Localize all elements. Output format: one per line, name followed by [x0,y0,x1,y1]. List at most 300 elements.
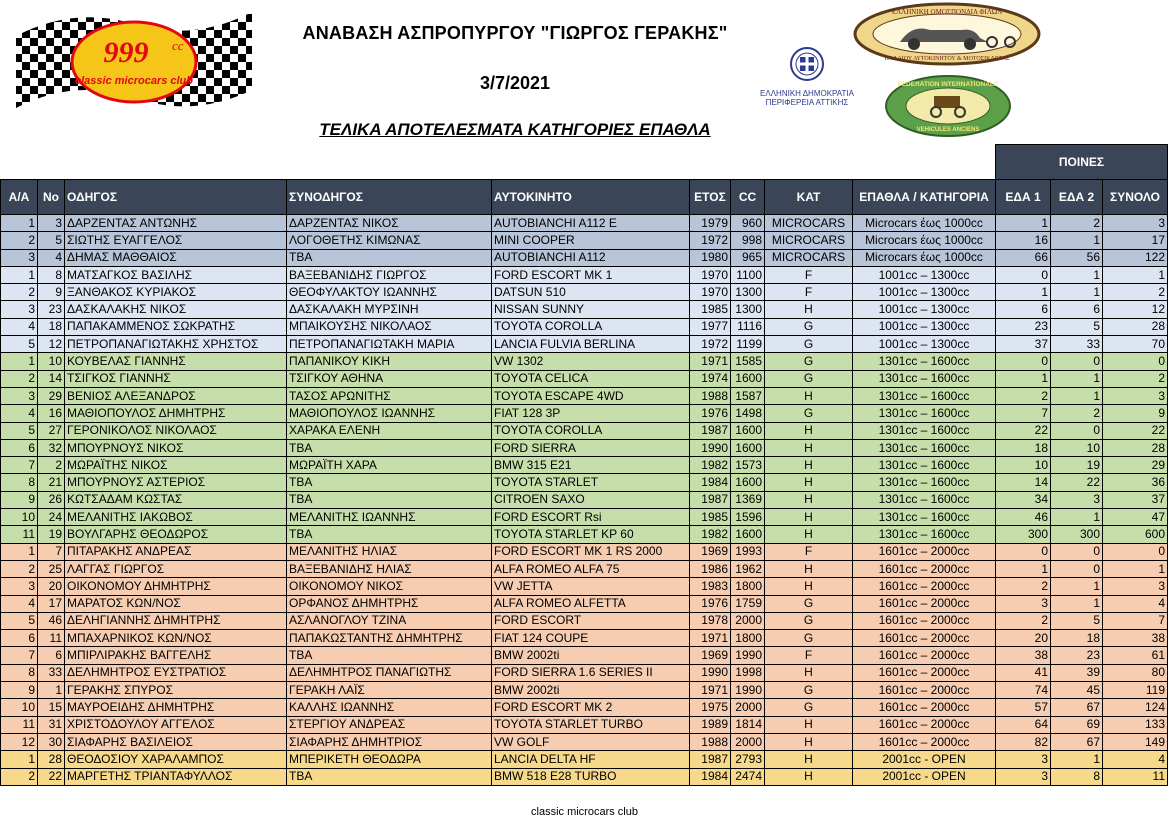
row-stage1: 74 [996,682,1051,699]
row-number: 7 [38,543,65,560]
row-codriver: ΣΙΑΦΑΡΗΣ ΔΗΜΗΤΡΙΟΣ [287,733,492,750]
row-total: 12 [1103,301,1168,318]
row-position: 11 [1,526,38,543]
row-position: 3 [1,578,38,595]
row-position: 3 [1,249,38,266]
row-car: AUTOBIANCHI A112 [492,249,690,266]
row-stage2: 69 [1051,716,1103,733]
row-category: 1301cc – 1600cc [853,422,996,439]
row-year: 1983 [690,578,731,595]
row-stage1: 0 [996,353,1051,370]
row-codriver: ΑΣΛΑΝΟΓΛΟΥ ΤΖΙΝΑ [287,612,492,629]
row-stage2: 1 [1051,509,1103,526]
row-car: FORD ESCORT Rsi [492,509,690,526]
row-number: 46 [38,612,65,629]
row-stage1: 300 [996,526,1051,543]
row-year: 1972 [690,232,731,249]
row-cc: 1587 [731,387,765,404]
row-stage2: 67 [1051,699,1103,716]
row-position: 4 [1,405,38,422]
row-year: 1970 [690,266,731,283]
row-class: MICROCARS [765,215,853,232]
row-position: 7 [1,457,38,474]
row-class: H [765,526,853,543]
row-car: BMW 315 E21 [492,457,690,474]
row-number: 32 [38,439,65,456]
table-row [1,682,1168,699]
row-number: 26 [38,491,65,508]
row-cc: 1100 [731,266,765,283]
row-stage1: 23 [996,318,1051,335]
row-class: H [765,664,853,681]
row-position: 6 [1,630,38,647]
row-number: 19 [38,526,65,543]
row-stage2: 0 [1051,353,1103,370]
col-stage1: ΕΔΑ 1 [996,180,1051,215]
row-codriver: ΤΑΣΟΣ ΑΡΩΝΙΤΗΣ [287,387,492,404]
table-row [1,457,1168,474]
row-codriver: ΤΒΑ [287,491,492,508]
row-codriver: ΔΑΡΖΕΝΤΑΣ ΝΙΚΟΣ [287,215,492,232]
results-table [0,144,1168,786]
row-position: 8 [1,664,38,681]
row-codriver: ΛΟΓΟΘΕΤΗΣ ΚΙΜΩΝΑΣ [287,232,492,249]
row-position: 4 [1,595,38,612]
row-total: 124 [1103,699,1168,716]
row-stage2: 8 [1051,768,1103,785]
row-position: 2 [1,768,38,785]
row-codriver: ΟΙΚΟΝΟΜΟΥ ΝΙΚΟΣ [287,578,492,595]
row-total: 70 [1103,336,1168,353]
row-cc: 1814 [731,716,765,733]
row-class: H [765,560,853,577]
row-cc: 1990 [731,682,765,699]
table-row [1,387,1168,404]
row-stage1: 10 [996,457,1051,474]
page-header [0,0,1169,144]
row-driver: ΓΕΡΟΝΙΚΟΛΟΣ ΝΙΚΟΛΑΟΣ [65,422,287,439]
row-codriver: ΜΑΘΙΟΠΟΥΛΟΣ ΙΩΑΝΝΗΣ [287,405,492,422]
row-year: 1974 [690,370,731,387]
row-stage1: 1 [996,370,1051,387]
row-stage1: 66 [996,249,1051,266]
row-total: 11 [1103,768,1168,785]
federation-seal-greek [852,2,1042,66]
row-year: 1975 [690,699,731,716]
row-stage1: 14 [996,474,1051,491]
row-stage2: 10 [1051,439,1103,456]
row-position: 1 [1,266,38,283]
row-class: G [765,353,853,370]
fiva-top-text: FEDERATION INTERNATIONALE [897,81,999,88]
row-category: 1001cc – 1300cc [853,301,996,318]
row-stage2: 56 [1051,249,1103,266]
row-position: 2 [1,284,38,301]
row-category: 1301cc – 1600cc [853,474,996,491]
row-position: 10 [1,509,38,526]
table-row [1,699,1168,716]
row-stage2: 3 [1051,491,1103,508]
row-car: DATSUN 510 [492,284,690,301]
row-number: 12 [38,336,65,353]
table-group-header-row [1,145,1168,180]
row-stage1: 2 [996,387,1051,404]
row-number: 21 [38,474,65,491]
row-year: 1982 [690,457,731,474]
seal-bottom-text: ΠΑΛΑΙΟΥ ΑΥΤΟΚΙΝΗΤΟΥ & ΜΟΤΟΣΙΚΛΕΤΑΣ [884,56,1010,62]
row-cc: 1573 [731,457,765,474]
row-cc: 2793 [731,751,765,768]
row-stage2: 5 [1051,612,1103,629]
table-row [1,578,1168,595]
row-total: 2 [1103,370,1168,387]
row-stage1: 82 [996,733,1051,750]
table-row [1,768,1168,785]
row-position: 1 [1,215,38,232]
row-total: 22 [1103,422,1168,439]
row-number: 27 [38,422,65,439]
row-driver: ΜΠΟΥΡΝΟΥΣ ΝΙΚΟΣ [65,439,287,456]
table-row [1,647,1168,664]
row-driver: ΣΙΑΦΑΡΗΣ ΒΑΣΙΛΕΙΟΣ [65,733,287,750]
row-driver: ΟΙΚΟΝΟΜΟΥ ΔΗΜΗΤΡΗΣ [65,578,287,595]
table-row [1,751,1168,768]
row-class: F [765,284,853,301]
row-car: TOYOTA STARLET KP 60 [492,526,690,543]
row-position: 5 [1,336,38,353]
row-number: 8 [38,266,65,283]
row-year: 1969 [690,543,731,560]
row-year: 1978 [690,612,731,629]
table-row [1,301,1168,318]
table-row [1,405,1168,422]
row-car: AUTOBIANCHI A112 E [492,215,690,232]
row-stage1: 46 [996,509,1051,526]
row-category: 1601cc – 2000cc [853,560,996,577]
table-row [1,422,1168,439]
row-stage2: 45 [1051,682,1103,699]
row-position: 12 [1,733,38,750]
row-stage2: 0 [1051,560,1103,577]
row-class: H [765,422,853,439]
row-number: 18 [38,318,65,335]
row-driver: ΔΕΛΗΓΙΑΝΝΗΣ ΔΗΜΗΤΡΗΣ [65,612,287,629]
row-position: 11 [1,716,38,733]
row-car: LANCIA DELTA HF [492,751,690,768]
row-car: FORD ESCORT MK 1 [492,266,690,283]
row-total: 133 [1103,716,1168,733]
row-driver: ΔΑΡΖΕΝΤΑΣ ΑΝΤΩΝΗΣ [65,215,287,232]
table-row [1,266,1168,283]
row-category: 1601cc – 2000cc [853,682,996,699]
col-total: ΣΥΝΟΛΟ [1103,180,1168,215]
row-class: G [765,318,853,335]
row-cc: 1596 [731,509,765,526]
row-category: 2001cc - OPEN [853,751,996,768]
row-year: 1984 [690,474,731,491]
row-cc: 1990 [731,647,765,664]
row-codriver: ΘΕΟΦΥΛΑΚΤΟΥ ΙΩΑΝΝΗΣ [287,284,492,301]
row-position: 8 [1,474,38,491]
row-position: 1 [1,751,38,768]
table-row [1,560,1168,577]
row-cc: 1600 [731,439,765,456]
row-total: 61 [1103,647,1168,664]
row-codriver: ΜΠΑΙΚΟΥΣΗΣ ΝΙΚΟΛΑΟΣ [287,318,492,335]
row-number: 10 [38,353,65,370]
row-class: H [765,751,853,768]
row-codriver: ΠΑΠΑΝΙΚΟΥ ΚΙΚΗ [287,353,492,370]
row-category: 1001cc – 1300cc [853,318,996,335]
row-class: H [765,509,853,526]
row-stage1: 18 [996,439,1051,456]
row-car: TOYOTA COROLLA [492,318,690,335]
row-number: 28 [38,751,65,768]
row-class: MICROCARS [765,232,853,249]
row-stage1: 64 [996,716,1051,733]
row-category: 1301cc – 1600cc [853,405,996,422]
table-header-row [1,180,1168,215]
row-car: TOYOTA STARLET [492,474,690,491]
region-logo-line1: ΕΛΛΗΝΙΚΗ ΔΗΜΟΚΡΑΤΙΑ [760,89,854,98]
row-year: 1986 [690,560,731,577]
row-driver: ΜΠΑΧΑΡΝΙΚΟΣ ΚΩΝ/ΝΟΣ [65,630,287,647]
row-year: 1972 [690,336,731,353]
row-car: MINI COOPER [492,232,690,249]
table-row [1,664,1168,681]
row-year: 1976 [690,405,731,422]
row-year: 1990 [690,439,731,456]
row-stage2: 300 [1051,526,1103,543]
row-class: G [765,405,853,422]
row-car: TOYOTA CELICA [492,370,690,387]
row-stage1: 1 [996,215,1051,232]
row-driver: ΚΩΤΣΑΔΑΜ ΚΩΣΤΑΣ [65,491,287,508]
row-car: FORD ESCORT MK 2 [492,699,690,716]
row-number: 33 [38,664,65,681]
row-number: 4 [38,249,65,266]
row-stage1: 0 [996,543,1051,560]
row-car: TOYOTA STARLET TURBO [492,716,690,733]
col-no: Νο [38,180,65,215]
row-stage2: 1 [1051,387,1103,404]
row-stage2: 1 [1051,266,1103,283]
row-cc: 1600 [731,370,765,387]
row-cc: 1300 [731,284,765,301]
row-position: 9 [1,491,38,508]
row-year: 1984 [690,768,731,785]
row-codriver: ΒΑΞΕΒΑΝΙΔΗΣ ΓΙΩΡΓΟΣ [287,266,492,283]
row-driver: ΠΙΤΑΡΑΚΗΣ ΑΝΔΡΕΑΣ [65,543,287,560]
row-stage1: 20 [996,630,1051,647]
logo-text: classic microcars club [74,75,194,87]
row-stage2: 1 [1051,370,1103,387]
row-stage1: 6 [996,301,1051,318]
row-cc: 1498 [731,405,765,422]
row-class: H [765,457,853,474]
row-category: 1601cc – 2000cc [853,630,996,647]
row-codriver: ΤΣΙΓΚΟΥ ΑΘΗΝΑ [287,370,492,387]
row-number: 9 [38,284,65,301]
col-class: ΚΑΤ [765,180,853,215]
row-total: 3 [1103,215,1168,232]
row-codriver: ΔΕΛΗΜΗΤΡΟΣ ΠΑΝΑΓΙΩΤΗΣ [287,664,492,681]
table-row [1,733,1168,750]
row-number: 14 [38,370,65,387]
row-codriver: ΓΕΡΑΚΗ ΛΑΪΣ [287,682,492,699]
col-category: ΕΠΑΘΛΑ / ΚΑΤΗΓΟΡΙΑ [853,180,996,215]
row-driver: ΒΕΝΙΟΣ ΑΛΕΞΑΝΔΡΟΣ [65,387,287,404]
row-class: H [765,491,853,508]
row-cc: 1800 [731,578,765,595]
row-category: 1301cc – 1600cc [853,491,996,508]
row-car: VW GOLF [492,733,690,750]
row-category: 1601cc – 2000cc [853,647,996,664]
row-total: 119 [1103,682,1168,699]
row-stage1: 38 [996,647,1051,664]
row-category: Microcars έως 1000cc [853,232,996,249]
row-total: 1 [1103,560,1168,577]
row-position: 6 [1,439,38,456]
row-total: 600 [1103,526,1168,543]
row-driver: ΤΣΙΓΚΟΣ ΓΙΑΝΝΗΣ [65,370,287,387]
row-driver: ΚΟΥΒΕΛΑΣ ΓΙΑΝΝΗΣ [65,353,287,370]
row-number: 1 [38,682,65,699]
row-year: 1987 [690,491,731,508]
row-number: 25 [38,560,65,577]
table-row [1,474,1168,491]
row-year: 1970 [690,284,731,301]
row-codriver: ΒΑΞΕΒΑΝΙΔΗΣ ΗΛΙΑΣ [287,560,492,577]
row-class: F [765,543,853,560]
row-total: 28 [1103,439,1168,456]
row-position: 1 [1,543,38,560]
row-codriver: ΧΑΡΑΚΑ ΕΛΕΝΗ [287,422,492,439]
row-position: 9 [1,682,38,699]
row-cc: 960 [731,215,765,232]
row-driver: ΓΕΡΑΚΗΣ ΣΠΥΡΟΣ [65,682,287,699]
row-year: 1985 [690,301,731,318]
row-year: 1980 [690,249,731,266]
row-year: 1979 [690,215,731,232]
row-driver: ΜΑΘΙΟΠΟΥΛΟΣ ΔΗΜΗΤΡΗΣ [65,405,287,422]
region-logo-line2: ΠΕΡΙΦΕΡΕΙΑ ΑΤΤΙΚΗΣ [765,98,849,107]
row-car: LANCIA FULVIA BERLINA [492,336,690,353]
row-cc: 1993 [731,543,765,560]
row-driver: ΜΑΥΡΟΕΙΔΗΣ ΔΗΜΗΤΡΗΣ [65,699,287,716]
row-stage1: 37 [996,336,1051,353]
row-number: 11 [38,630,65,647]
row-cc: 965 [731,249,765,266]
table-row [1,336,1168,353]
row-class: H [765,733,853,750]
row-position: 5 [1,422,38,439]
row-driver: ΜΑΡΑΤΟΣ ΚΩΝ/ΝΟΣ [65,595,287,612]
row-year: 1982 [690,526,731,543]
row-stage2: 1 [1051,284,1103,301]
row-category: 1301cc – 1600cc [853,457,996,474]
greek-emblem-icon [787,46,827,82]
row-position: 2 [1,232,38,249]
row-driver: ΔΗΜΑΣ ΜΑΘΘΑΙΟΣ [65,249,287,266]
row-number: 2 [38,457,65,474]
row-number: 30 [38,733,65,750]
row-category: 1001cc – 1300cc [853,266,996,283]
row-car: BMW 518 E28 TURBO [492,768,690,785]
row-driver: ΔΑΣΚΑΛΑΚΗΣ ΝΙΚΟΣ [65,301,287,318]
row-codriver: ΤΒΑ [287,526,492,543]
row-stage1: 1 [996,560,1051,577]
row-driver: ΛΑΓΓΑΣ ΓΙΩΡΓΟΣ [65,560,287,577]
row-car: ALFA ROMEO ALFA 75 [492,560,690,577]
row-stage2: 2 [1051,215,1103,232]
row-class: H [765,716,853,733]
table-row [1,249,1168,266]
row-stage1: 34 [996,491,1051,508]
row-category: 1601cc – 2000cc [853,664,996,681]
row-category: 1301cc – 1600cc [853,439,996,456]
row-cc: 1600 [731,526,765,543]
row-stage1: 57 [996,699,1051,716]
row-stage1: 2 [996,612,1051,629]
row-car: VW JETTA [492,578,690,595]
row-category: 1001cc – 1300cc [853,336,996,353]
row-stage2: 1 [1051,232,1103,249]
row-driver: ΘΕΟΔΟΣΙΟΥ ΧΑΡΑΛΑΜΠΟΣ [65,751,287,768]
row-position: 10 [1,699,38,716]
row-stage1: 3 [996,595,1051,612]
row-total: 3 [1103,578,1168,595]
row-codriver: ΜΕΛΑΝΙΤΗΣ ΗΛΙΑΣ [287,543,492,560]
row-total: 7 [1103,612,1168,629]
row-category: Microcars έως 1000cc [853,249,996,266]
table-row [1,595,1168,612]
row-category: 1601cc – 2000cc [853,612,996,629]
row-class: G [765,699,853,716]
row-stage2: 39 [1051,664,1103,681]
row-position: 3 [1,387,38,404]
row-category: 2001cc - OPEN [853,768,996,785]
row-number: 20 [38,578,65,595]
row-stage2: 33 [1051,336,1103,353]
row-stage1: 16 [996,232,1051,249]
row-car: FIAT 128 3P [492,405,690,422]
row-class: F [765,647,853,664]
row-codriver: ΤΒΑ [287,439,492,456]
page-subtitle: ΤΕΛΙΚΑ ΑΠΟΤΕΛΕΣΜΑΤΑ ΚΑΤΗΓΟΡΙΕΣ ΕΠΑΘΛΑ [319,120,711,139]
row-category: 1301cc – 1600cc [853,353,996,370]
row-driver: ΧΡΙΣΤΟΔΟΥΛΟΥ ΑΓΓΕΛΟΣ [65,716,287,733]
row-class: G [765,682,853,699]
fiva-seal [884,74,1012,138]
row-cc: 2474 [731,768,765,785]
row-car: BMW 2002ti [492,647,690,664]
row-total: 2 [1103,284,1168,301]
row-class: H [765,578,853,595]
row-total: 80 [1103,664,1168,681]
row-total: 17 [1103,232,1168,249]
row-class: H [765,768,853,785]
row-driver: ΜΠΙΡΛΙΡΑΚΗΣ ΒΑΓΓΕΛΗΣ [65,647,287,664]
results-body [1,215,1168,786]
row-codriver: ΤΒΑ [287,249,492,266]
row-cc: 1369 [731,491,765,508]
row-position: 2 [1,560,38,577]
row-stage2: 1 [1051,751,1103,768]
table-row [1,232,1168,249]
row-cc: 2000 [731,699,765,716]
row-position: 3 [1,301,38,318]
